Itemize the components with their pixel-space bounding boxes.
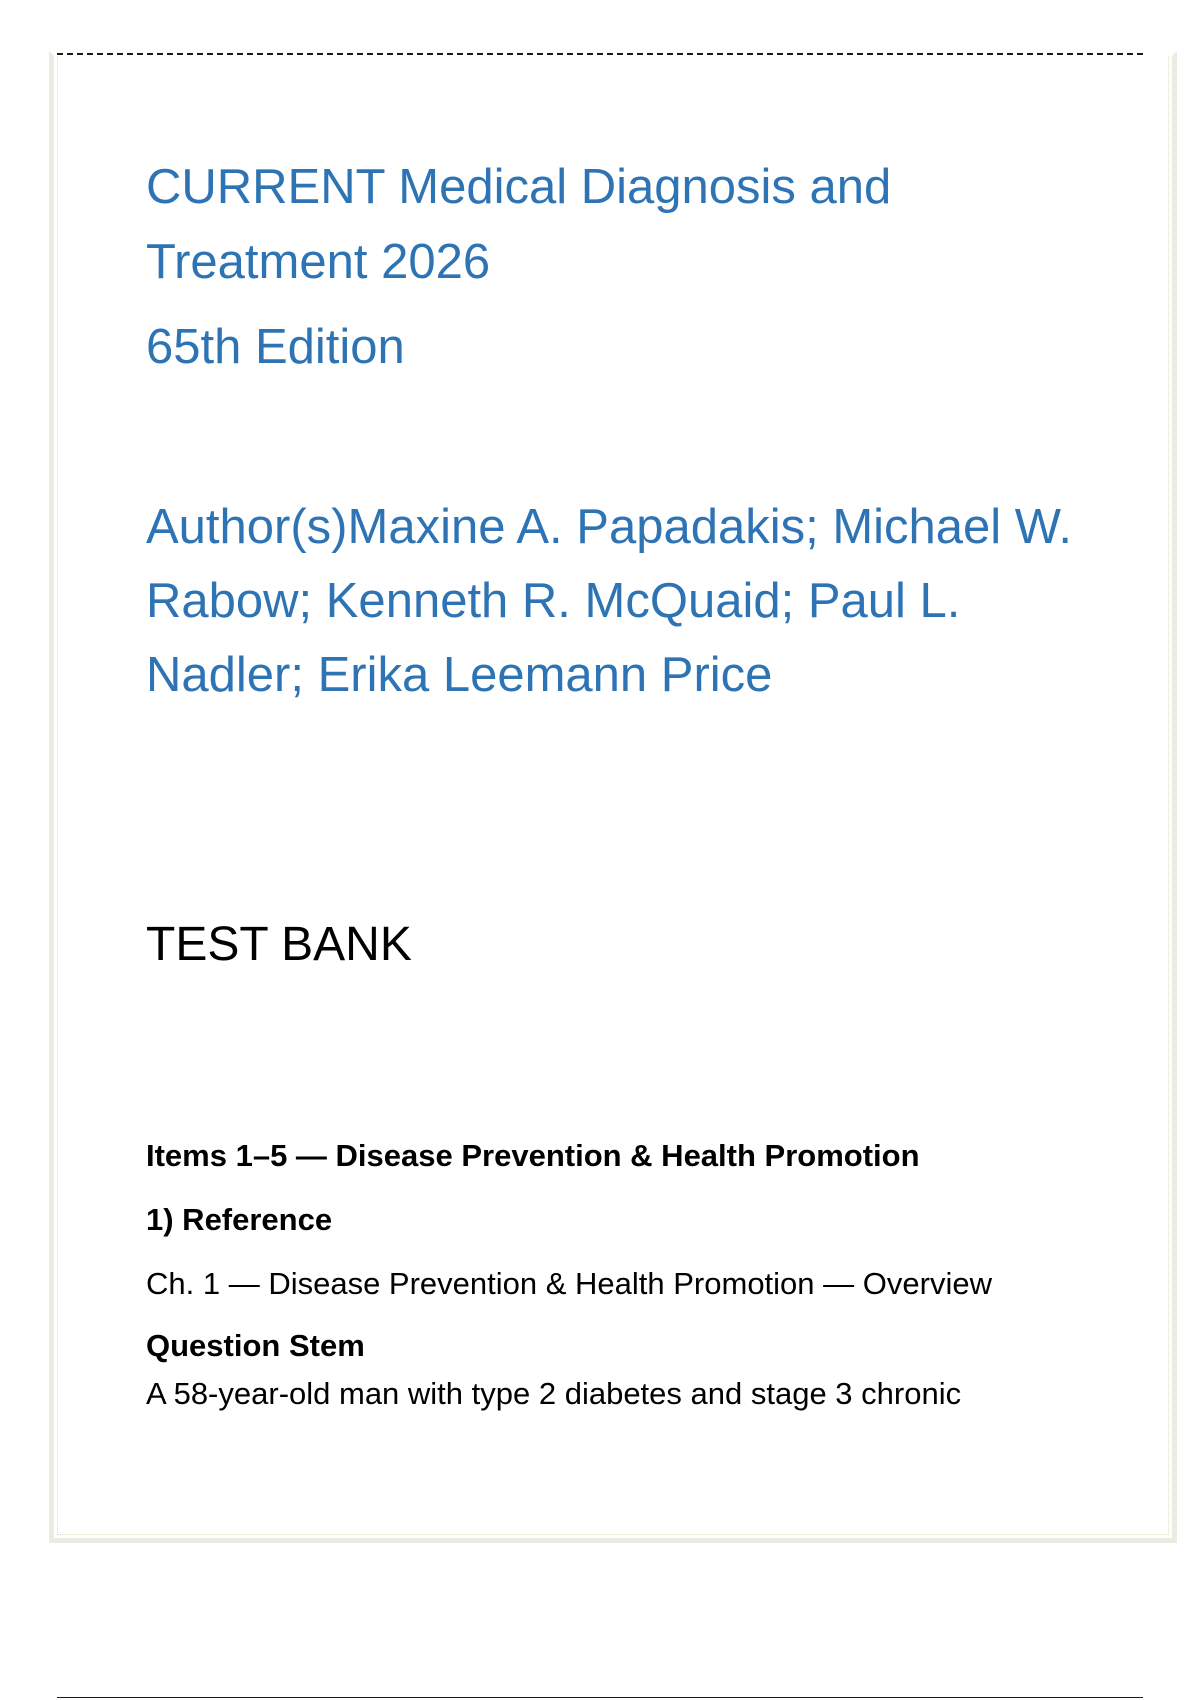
question-stem-text: A 58-year-old man with type 2 diabetes and stage 3 chronic [146, 1376, 962, 1411]
authors-list: Author(s)Maxine A. Papadakis; Michael W. Rabow; Kenneth R. McQuaid; Paul L. Nadler; Erika Leemann Price [146, 500, 1072, 702]
test-bank-heading: TEST BANK [146, 918, 412, 971]
title-line-1: CURRENT Medical Diagnosis and [146, 160, 892, 214]
bottom-divider [57, 1697, 1143, 1698]
reference-heading: 1) Reference [146, 1202, 333, 1237]
edition-label: 65th Edition [146, 320, 405, 374]
items-section-heading: Items 1–5 — Disease Prevention & Health Promotion [146, 1138, 920, 1173]
document-title [146, 150, 891, 300]
reference-text: Ch. 1 — Disease Prevention & Health Promotion — Overview [146, 1266, 992, 1301]
question-stem-heading: Question Stem [146, 1328, 365, 1363]
title-line-2: Treatment 2026 [146, 235, 491, 289]
